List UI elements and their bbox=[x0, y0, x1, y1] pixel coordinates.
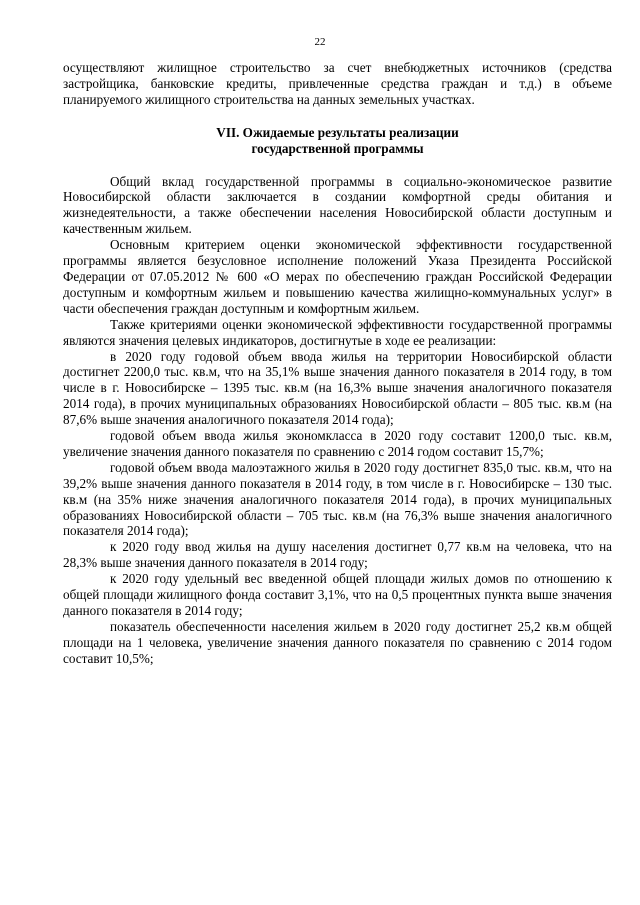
paragraph: Основным критерием оценки экономической эффективности государственной программы является безусловное исполнение положений Указа Президента Российской Федерации от 07.05.2012 № 600 «О мерах по обеспечению граждан Российской Федерации доступным и комфортным жильем и повышению качества жилищно-коммунальных услуг» в части обеспечения граждан доступным и комфортным жильем. bbox=[63, 237, 612, 316]
list-item: к 2020 году ввод жилья на душу населения достигнет 0,77 кв.м на человека, что на 28,3% выше значения данного показателя в 2014 году; bbox=[63, 539, 612, 571]
list-item: годовой объем ввода жилья экономкласса в 2020 году составит 1200,0 тыс. кв.м, увеличение значения данного показателя по сравнению с 2014 годом составит 15,7%; bbox=[63, 428, 612, 459]
section-heading-line1: VII. Ожидаемые результаты реализации bbox=[216, 124, 459, 140]
section-heading bbox=[63, 125, 612, 157]
list-item: годовой объем ввода малоэтажного жилья в 2020 году достигнет 835,0 тыс. кв.м, что на 39,2% выше значения данного показателя в 2014 году, в том числе в г. Новосибирске – 130 тыс. кв.м (на 35% ниже значения аналогичного показателя 2014 года), в прочих муниципальных образованиях Новосибирской области – 705 тыс. кв.м (на 76,3% выше значения аналогичного показателя 2014 года); bbox=[63, 459, 612, 539]
paragraph: Также критериями оценки экономической эффективности государственной программы являются значения целевых индикаторов, достигнутые в ходе ее реализации: bbox=[63, 316, 612, 348]
page-number: 22 bbox=[314, 36, 326, 48]
document-body bbox=[63, 60, 612, 667]
list-item: показатель обеспеченности населения жильем в 2020 году достигнет 25,2 кв.м общей площади на 1 человека, увеличение значения данного показателя по сравнению с 2014 годом составит 10,5%; bbox=[63, 618, 612, 666]
list-item: к 2020 году удельный вес введенной общей площади жилых домов по отношению к общей площади жилищного фонда составит 3,1%, что на 0,5 процентных пункта выше значения данного показателя в 2014 году; bbox=[63, 571, 612, 618]
section-heading-line2: государственной программы bbox=[251, 140, 424, 156]
paragraph-continuation: осуществляют жилищное строительство за счет внебюджетных источников (средства застройщика, банковские кредиты, привлеченные средства граждан и т.д.) в объеме планируемого жилищного строительства на данных земельных участках. bbox=[63, 60, 612, 107]
list-item: в 2020 году годовой объем ввода жилья на территории Новосибирской области достигнет 2200,0 тыс. кв.м, что на 35,1% выше значения данного показателя в 2014 году, в том числе в г. Новосибирске – 1395 тыс. кв.м (на 16,3% выше значения аналогичного показателя 2014 года), в прочих муниципальных образованиях Новосибирской области – 805 тыс. кв.м (на 87,6% выше значения аналогичного показателя 2014 года); bbox=[63, 348, 612, 428]
paragraph: Общий вклад государственной программы в социально-экономическое развитие Новосибирской области заключается в создании комфортной среды обитания и жизнедеятельности, а также обеспечении населения Новосибирской области доступным и качественным жильем. bbox=[63, 173, 612, 237]
